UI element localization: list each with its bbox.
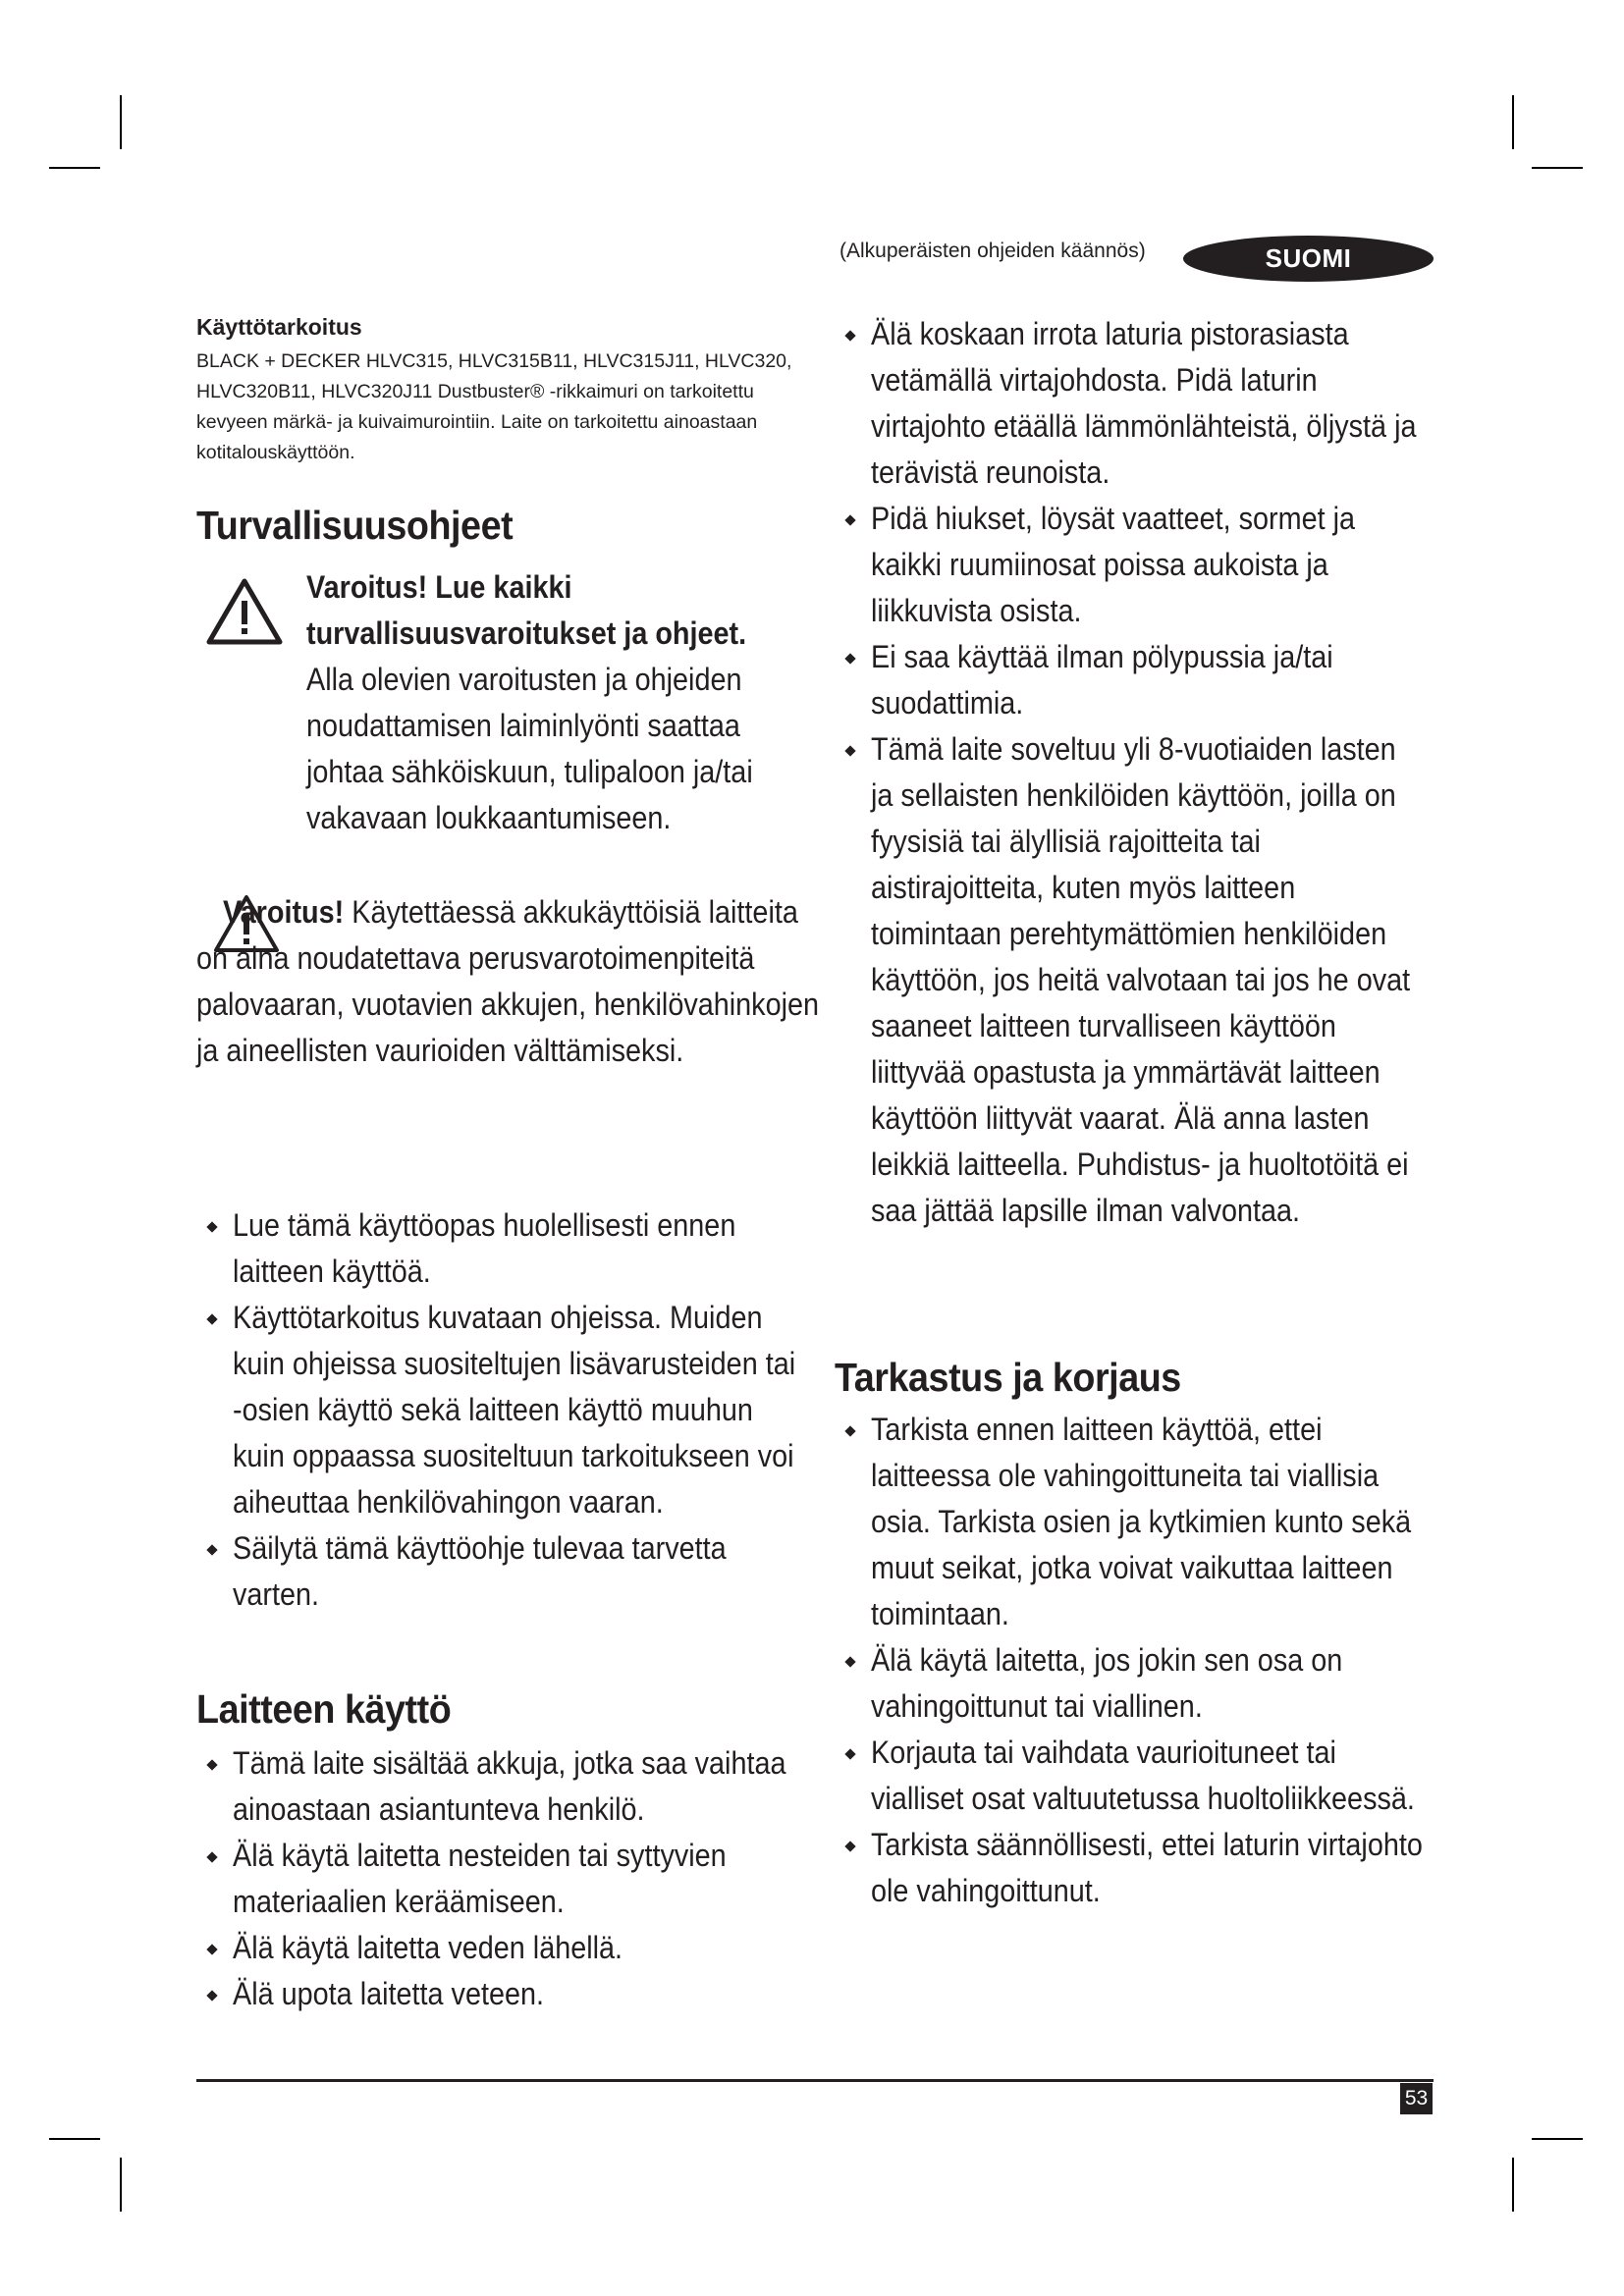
crop-mark	[1512, 2158, 1514, 2212]
diamond-bullet-icon	[206, 1990, 217, 2001]
safety-warning-1-text: Alla olevien varoitusten ja ohjeiden noudattamisen laiminlyönti saattaa johtaa sähköiskuun, tulipaloon ja/tai vakavaan loukkaantumiseen.	[306, 662, 753, 835]
list-item	[835, 496, 1424, 634]
diamond-bullet-icon	[844, 653, 855, 664]
diamond-bullet-icon	[844, 1748, 855, 1759]
diamond-bullet-icon	[206, 1851, 217, 1862]
warning-triangle-icon	[206, 577, 283, 646]
device-use-title: Laitteen käyttö	[196, 1686, 452, 1732]
diamond-bullet-icon	[844, 1425, 855, 1436]
diamond-bullet-icon	[844, 330, 855, 341]
diamond-bullet-icon	[844, 1841, 855, 1851]
list-item-text: Älä käytä laitetta, jos jokin sen osa on vahingoittunut tai viallinen.	[871, 1642, 1343, 1724]
crop-mark	[1532, 167, 1583, 169]
right-bullet-list	[835, 311, 1424, 1234]
list-item	[835, 634, 1424, 726]
header-subtitle: (Alkuperäisten ohjeiden käännös)	[839, 240, 1146, 262]
crop-mark	[49, 167, 100, 169]
list-item	[196, 1295, 805, 1525]
list-item-text: Älä käytä laitetta veden lähellä.	[233, 1930, 623, 1965]
diamond-bullet-icon	[206, 1544, 217, 1555]
list-item-text: Käyttötarkoitus kuvataan ohjeissa. Muiden kuin ohjeissa suositeltujen lisävarusteiden tai -osien käyttö sekä laitteen käyttö muuhun kuin oppaassa suositeltuun tarkoitukseen voi aiheuttaa henkilövahingon vaaran.	[233, 1300, 796, 1520]
list-item-text: Tarkista ennen laitteen käyttöä, ettei laitteessa ole vahingoittuneita tai viallisia osia. Tarkista osien ja kytkimien kunto sekä muut seikat, jotka voivat vaikuttaa laitteen toimintaan.	[871, 1412, 1412, 1631]
inspection-bullet-list	[835, 1407, 1424, 1914]
diamond-bullet-icon	[844, 514, 855, 525]
safety-warning-1-bold: Varoitus! Lue kaikki turvallisuusvaroitukset ja ohjeet.	[306, 569, 747, 651]
safety-bullet-list	[196, 1202, 805, 1618]
footer-rule	[196, 2079, 1434, 2082]
inspection-title: Tarkastus ja korjaus	[835, 1355, 1181, 1400]
diamond-bullet-icon	[206, 1944, 217, 1954]
page-number: 53	[1400, 2083, 1433, 2114]
safety-warning-1	[306, 564, 784, 841]
diamond-bullet-icon	[844, 745, 855, 756]
list-item-text: Älä koskaan irrota laturia pistorasiasta vetämällä virtajohdosta. Pidä laturin virtajohto etäällä lämmönlähteistä, öljystä ja terävistä reunoista.	[871, 316, 1417, 490]
list-item	[835, 1637, 1424, 1730]
list-item-text: Tämä laite soveltuu yli 8-vuotiaiden lasten ja sellaisten henkilöiden käyttöön, joilla on fyysisiä tai älyllisiä rajoitteita tai aistirajoitteita, kuten myös laitteen toimintaan perehtymättömien henkilöiden käyttöön, jos heitä valvotaan tai jos he ovat saaneet laitteen turvalliseen käyttöön liittyvää opastusta ja ymmärtävät laitteen käyttöön liittyvät vaarat. Älä anna lasten leikkiä laitteella. Puhdistus- ja huoltotöitä ei saa jättää lapsille ilman valvontaa.	[871, 731, 1411, 1228]
diamond-bullet-icon	[206, 1313, 217, 1324]
language-tab: SUOMI	[1183, 236, 1434, 282]
list-item	[835, 1730, 1424, 1822]
safety-warning-2-text: Käytettäessä akkukäyttöisiä laitteita on aina noudatettava perusvarotoimenpiteitä palovaaran, vuotavien akkujen, henkilövahinkojen ja aineellisten vaurioiden välttämiseksi.	[196, 894, 820, 1068]
list-item-text: Lue tämä käyttöopas huolellisesti ennen laitteen käyttöä.	[233, 1207, 736, 1289]
list-item-text: Tämä laite sisältää akkuja, jotka saa vaihtaa ainoastaan asiantunteva henkilö.	[233, 1745, 786, 1827]
list-item-text: Älä käytä laitetta nesteiden tai syttyvien materiaalien keräämiseen.	[233, 1838, 727, 1919]
list-item	[835, 1822, 1424, 1914]
intended-use-text: BLACK + DECKER HLVC315, HLVC315B11, HLVC315J11, HLVC320, HLVC320B11, HLVC320J11 Dustbuster® -rikkaimuri on tarkoitettu kevyeen märkä- ja kuivaimurointiin. Laite on tarkoitettu ainoastaan kotitalouskäyttöön.	[196, 350, 792, 463]
list-item	[196, 1202, 805, 1295]
safety-warning-2	[196, 889, 833, 1074]
list-item-text: Ei saa käyttää ilman pölypussia ja/tai suodattimia.	[871, 639, 1333, 721]
safety-title: Turvallisuusohjeet	[196, 503, 514, 548]
list-item	[196, 1925, 805, 1971]
list-item	[196, 1525, 805, 1618]
list-item	[196, 1740, 805, 1833]
crop-mark	[49, 2138, 100, 2140]
device-use-bullet-list	[196, 1740, 805, 2017]
list-item	[196, 1971, 805, 2017]
list-item-text: Pidä hiukset, löysät vaatteet, sormet ja kaikki ruumiinosat poissa aukoista ja liikkuvista osista.	[871, 501, 1356, 628]
safety-warning-2-bold: Varoitus!	[223, 894, 345, 930]
diamond-bullet-icon	[206, 1221, 217, 1232]
diamond-bullet-icon	[844, 1656, 855, 1667]
list-item	[835, 1407, 1424, 1637]
crop-mark	[1532, 2138, 1583, 2140]
list-item	[196, 1833, 805, 1925]
list-item-text: Älä upota laitetta veteen.	[233, 1976, 545, 2011]
list-item	[835, 311, 1424, 496]
crop-mark	[120, 2158, 122, 2212]
list-item-text: Säilytä tämä käyttöohje tulevaa tarvetta varten.	[233, 1530, 727, 1612]
crop-mark	[120, 95, 122, 149]
list-item-text: Korjauta tai vaihdata vaurioituneet tai vialliset osat valtuutetussa huoltoliikkeessä.	[871, 1735, 1415, 1816]
list-item-text: Tarkista säännöllisesti, ettei laturin virtajohto ole vahingoittunut.	[871, 1827, 1423, 1908]
crop-mark	[1512, 95, 1514, 149]
list-item	[835, 726, 1424, 1234]
diamond-bullet-icon	[206, 1759, 217, 1770]
intended-use-title: Käyttötarkoitus	[196, 314, 362, 340]
